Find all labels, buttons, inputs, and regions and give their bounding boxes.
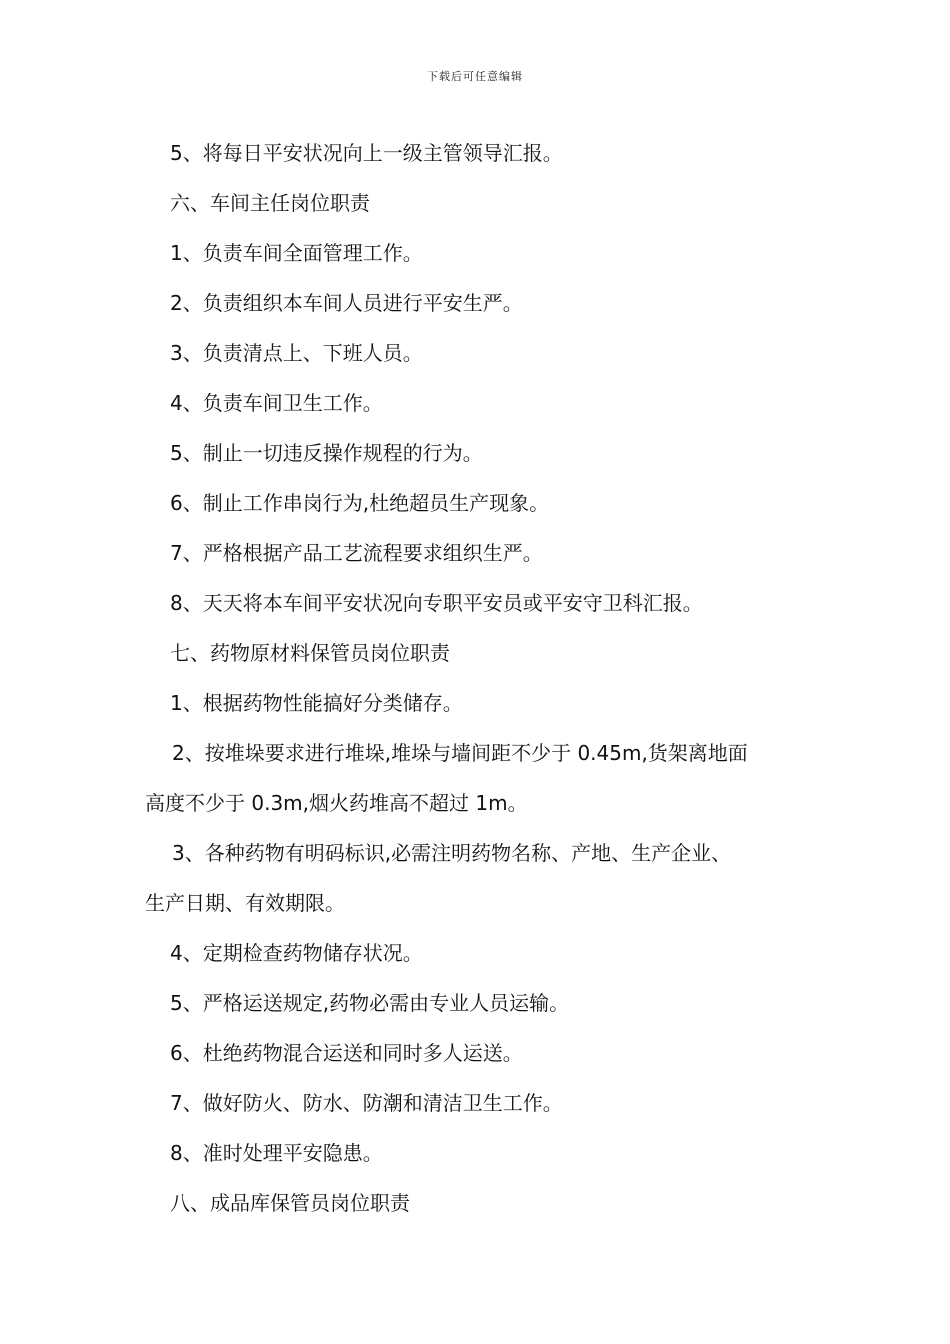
paragraph-line: 2、按堆垛要求进行堆垛,堆垛与墙间距不少于 0.45m,货架离地面 [172, 741, 748, 765]
paragraph-line: 8、准时处理平安隐患。 [170, 1141, 383, 1165]
paragraph-line: 6、制止工作串岗行为,杜绝超员生产现象。 [170, 491, 550, 515]
paragraph-line: 8、天天将本车间平安状况向专职平安员或平安守卫科汇报。 [170, 591, 703, 615]
paragraph-line: 4、负责车间卫生工作。 [170, 391, 383, 415]
page-header: 下载后可任意编辑 [427, 70, 523, 83]
section-heading: 六、车间主任岗位职责 [170, 191, 370, 215]
paragraph-continuation: 高度不少于 0.3m,烟火药堆高不超过 1m。 [145, 791, 528, 815]
paragraph-line: 4、定期检查药物储存状况。 [170, 941, 423, 965]
section-heading: 八、成品库保管员岗位职责 [170, 1191, 410, 1215]
paragraph-line: 3、负责清点上、下班人员。 [170, 341, 423, 365]
paragraph-line: 1、负责车间全面管理工作。 [170, 241, 423, 265]
paragraph-line: 5、制止一切违反操作规程的行为。 [170, 441, 483, 465]
section-heading: 七、药物原材料保管员岗位职责 [170, 641, 450, 665]
paragraph-line: 2、负责组织本车间人员进行平安生严。 [170, 291, 523, 315]
paragraph-line: 3、各种药物有明码标识,必需注明药物名称、产地、生产企业、 [172, 841, 732, 865]
paragraph-line: 6、杜绝药物混合运送和同时多人运送。 [170, 1041, 523, 1065]
document-body [145, 128, 815, 1228]
paragraph-line: 1、根据药物性能搞好分类储存。 [170, 691, 463, 715]
paragraph-line: 5、严格运送规定,药物必需由专业人员运输。 [170, 991, 570, 1015]
paragraph-line: 5、将每日平安状况向上一级主管领导汇报。 [170, 141, 563, 165]
paragraph-line: 7、严格根据产品工艺流程要求组织生严。 [170, 541, 543, 565]
paragraph-line: 7、做好防火、防水、防潮和清洁卫生工作。 [170, 1091, 563, 1115]
paragraph-continuation: 生产日期、有效期限。 [145, 891, 345, 915]
